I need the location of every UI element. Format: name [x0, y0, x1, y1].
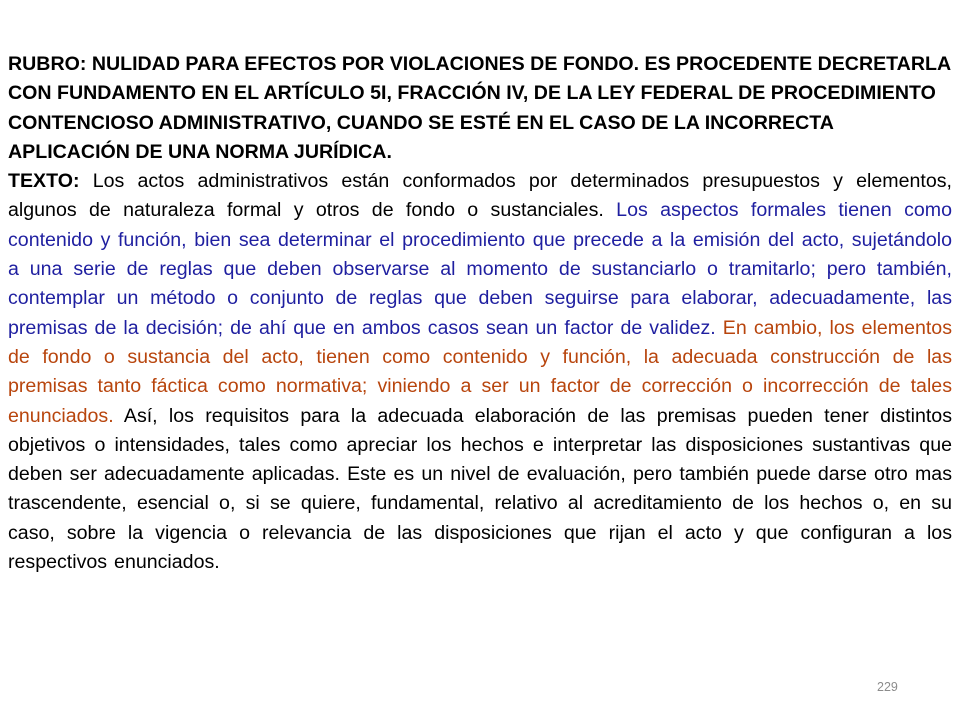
slide-content — [8, 50, 952, 577]
texto-label: TEXTO: — [8, 170, 80, 193]
texto-paragraph — [8, 167, 952, 577]
rubro-title: NULIDAD PARA EFECTOS POR VIOLACIONES DE FONDO. ES PROCEDENTE DECRETARLA CON FUNDAMENTO EN EL ARTÍCULO 5I, FRACCIÓN IV, DE LA LEY FEDERAL DE PROCEDIMIENTO CONTENCIOSO ADMINISTRATIVO, CUANDO SE ESTÉ EN EL CASO DE LA INCORRECTA APLICACIÓN DE UNA NORMA JURÍDICA. — [8, 53, 951, 163]
formal-aspects-text: Los aspectos formales tienen como contenido y función, bien sea determinar el procedimiento que precede a la emisión del acto, sujetándolo a una serie de reglas que deben observarse al momento de sustanciarlo o tramitarlo; pero también, contemplar un método o conjunto de reglas que deben seguirse para elaborar, adecuadamente, las premisas de la decisión; de ahí que en ambos casos sean un factor de validez. — [8, 199, 952, 339]
texto-conclusion: Así, los requisitos para la adecuada elaboración de las premisas pueden tener distintos objetivos o intensidades, tales como apreciar los hechos e interpretar las disposiciones sustantivas que deben ser adecuadamente aplicadas. Este es un nivel de evaluación, pero también puede darse otro mas trascendente, esencial o, si se quiere, fundamental, relativo al acreditamiento de los hechos o, en su caso, sobre la vigencia o relevancia de las disposiciones que rijan el acto y que configuran a los respectivos enunciados. — [8, 404, 952, 574]
rubro-heading — [8, 50, 952, 167]
texto-intro: Los actos administrativos están conformados por determinados presupuestos y elementos, algunos de naturaleza formal y otros de fondo o sustanciales. — [8, 170, 952, 222]
rubro-label: RUBRO: — [8, 53, 87, 75]
substance-elements-text: En cambio, los elementos de fondo o sustancia del acto, tienen como contenido y función, la adecuada construcción de las premisas tanto fáctica como normativa; viniendo a ser un factor de corrección o incorrección de tales enunciados. — [8, 316, 952, 427]
page-number: 229 — [877, 680, 898, 694]
